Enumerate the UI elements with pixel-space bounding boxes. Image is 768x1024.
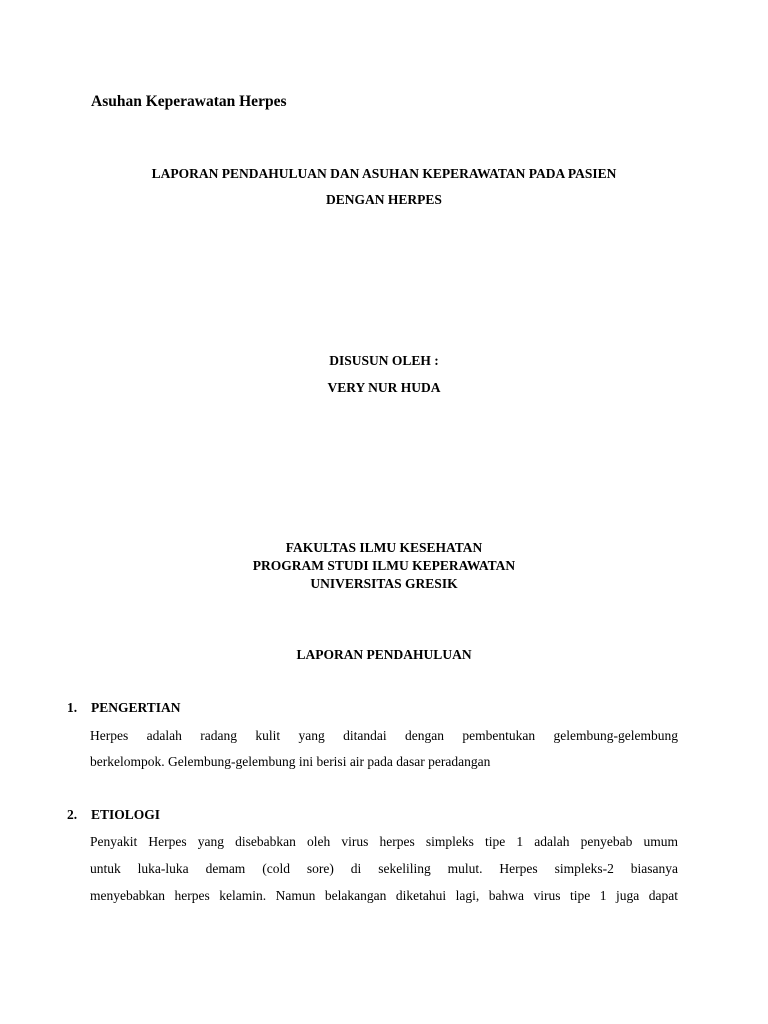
section-heading-pengertian bbox=[67, 700, 181, 716]
author-name: VERY NUR HUDA bbox=[327, 380, 441, 395]
paragraph-line: berkelompok. Gelembung-gelembung ini berisi air pada dasar peradangan bbox=[90, 754, 491, 769]
section-title: LAPORAN PENDAHULUAN bbox=[296, 647, 472, 662]
report-title-line-2: DENGAN HERPES bbox=[326, 192, 442, 207]
section-number: 1. bbox=[67, 700, 78, 715]
paragraph-line: untuk luka-luka demam (cold sore) di sekeliling mulut. Herpes simpleks-2 biasanya bbox=[90, 861, 678, 876]
section-heading-text: PENGERTIAN bbox=[91, 700, 181, 715]
university-name: UNIVERSITAS GRESIK bbox=[310, 576, 458, 591]
faculty-name: FAKULTAS ILMU KESEHATAN bbox=[285, 540, 483, 555]
section-heading-text: ETIOLOGI bbox=[91, 807, 161, 822]
paragraph-line: menyebabkan herpes kelamin. Namun belakangan diketahui lagi, bahwa virus tipe 1 juga dapat bbox=[90, 888, 678, 903]
document-title: Asuhan Keperawatan Herpes bbox=[91, 93, 287, 110]
paragraph-line: Herpes adalah radang kulit yang ditandai dengan pembentukan gelembung-gelembung bbox=[90, 728, 678, 743]
author-label: DISUSUN OLEH : bbox=[329, 353, 439, 368]
program-name: PROGRAM STUDI ILMU KEPERAWATAN bbox=[252, 558, 516, 573]
paragraph-line: Penyakit Herpes yang disebabkan oleh virus herpes simpleks tipe 1 adalah penyebab umum bbox=[90, 834, 678, 849]
section-number: 2. bbox=[67, 807, 78, 822]
report-title-line-1: LAPORAN PENDAHULUAN DAN ASUHAN KEPERAWATAN PADA PASIEN bbox=[151, 166, 617, 181]
section-heading-etiologi bbox=[67, 807, 160, 823]
